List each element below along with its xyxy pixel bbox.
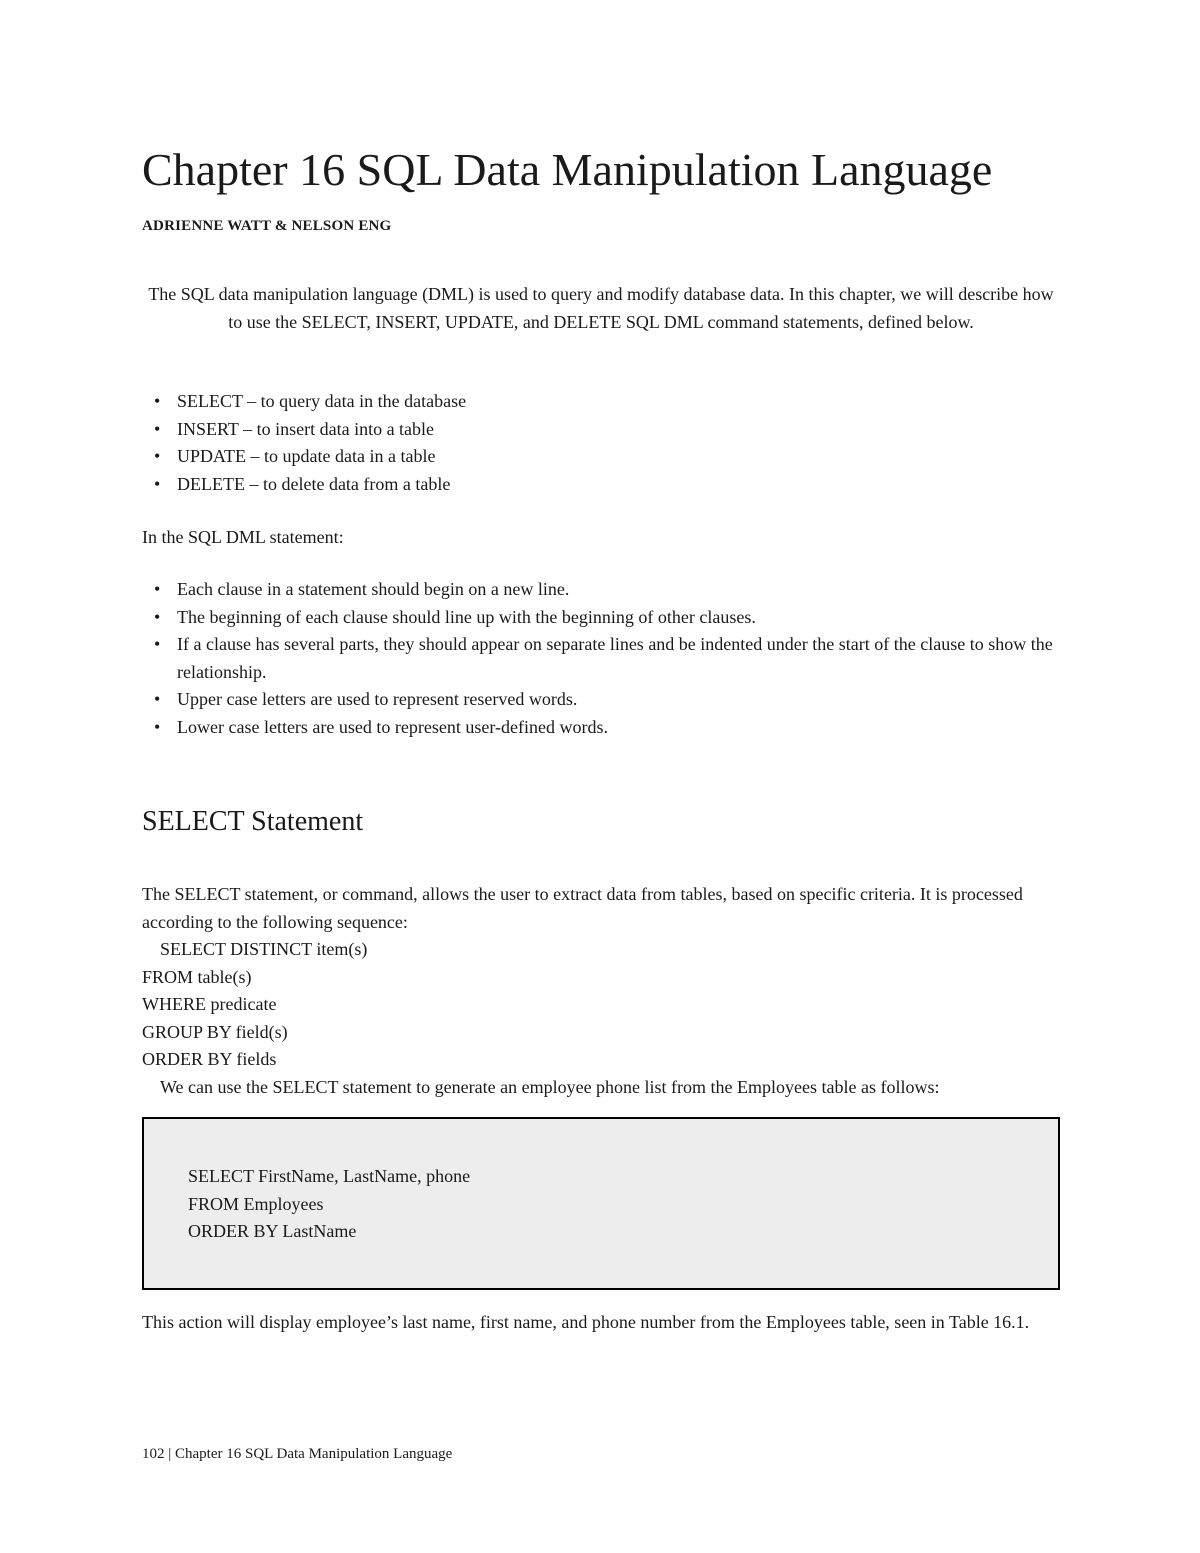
list-item-update: • UPDATE – to update data in a table <box>142 443 1060 471</box>
list-item-select: • SELECT – to query data in the database <box>142 388 1060 416</box>
dml-statement-intro: In the SQL DML statement: <box>142 527 344 547</box>
select-paragraph: The SELECT statement, or command, allows the user to extract data from tables, based on specific criteria. It is processed according to the following sequence: <box>142 884 1023 932</box>
example-intro: We can use the SELECT statement to generate an employee phone list from the Employees table as follows: <box>160 1076 940 1097</box>
dml-rules-list <box>142 576 1060 741</box>
list-item-insert: • INSERT – to insert data into a table <box>142 416 1060 444</box>
code-line: ORDER BY LastName <box>188 1221 357 1241</box>
sequence-line: WHERE predicate <box>142 994 277 1014</box>
running-title: Chapter 16 SQL Data Manipulation Language <box>175 1446 453 1462</box>
chapter-authors: ADRIENNE WATT & NELSON ENG <box>142 218 392 234</box>
select-description <box>142 881 1060 1101</box>
code-line: SELECT FirstName, LastName, phone <box>188 1166 471 1186</box>
footer-separator: | <box>168 1446 172 1462</box>
chapter-title: Chapter 16 SQL Data Manipulation Language <box>142 144 993 195</box>
list-item: • Lower case letters are used to represent user-defined words. <box>142 714 1060 742</box>
code-line: FROM Employees <box>188 1193 324 1214</box>
result-paragraph: This action will display employee’s last name, first name, and phone number from the Employees table, seen in Table 16.1. <box>142 1312 1030 1332</box>
section-heading-select: SELECT Statement <box>142 806 364 837</box>
dml-command-list <box>142 388 1060 498</box>
sequence-line: GROUP BY field(s) <box>142 1021 288 1042</box>
list-item: • Upper case letters are used to represent reserved words. <box>142 686 1060 714</box>
page-footer <box>142 1443 452 1465</box>
page-number: 102 <box>142 1446 165 1462</box>
code-block <box>142 1117 1060 1290</box>
code-lines <box>188 1163 470 1246</box>
sequence-line: ORDER BY fields <box>142 1049 277 1069</box>
sequence-line: SELECT DISTINCT item(s) <box>160 939 368 959</box>
intro-paragraph: The SQL data manipulation language (DML) is used to query and modify database data. In this chapter, we will describe how to use the SELECT, INSERT, UPDATE, and DELETE SQL DML command statements, defined below. <box>148 284 1054 332</box>
list-item: • If a clause has several parts, they should appear on separate lines and be indented under the start of the clause to show the relationship. <box>142 631 1060 686</box>
sequence-line: FROM table(s) <box>142 966 252 987</box>
list-item: • Each clause in a statement should begin on a new line. <box>142 576 1060 604</box>
list-item-delete: • DELETE – to delete data from a table <box>142 471 1060 499</box>
list-item: • The beginning of each clause should line up with the beginning of other clauses. <box>142 604 1060 632</box>
